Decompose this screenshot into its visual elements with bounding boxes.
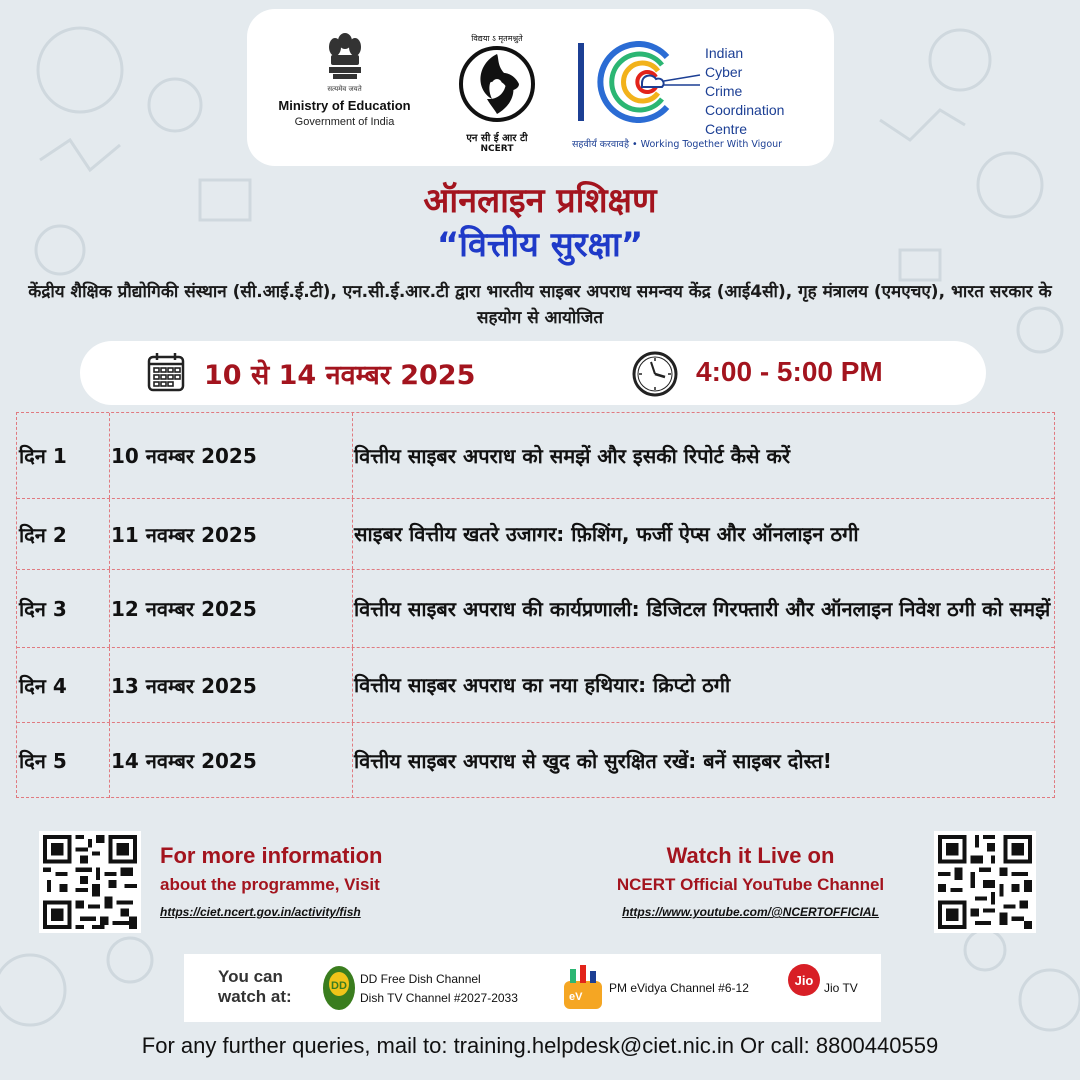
table-row [17,499,1054,570]
calendar-icon [146,351,186,393]
day-label: दिन 2 [19,522,67,547]
contact-footer: For any further queries, mail to: training.helpdesk@ciet.nic.in Or call: 8800440559 [141,1033,939,1058]
ncert-emblem-icon [457,44,537,124]
event-time: 4:00 - 5:00 PM [696,356,883,387]
youtube-link[interactable]: https://www.youtube.com/@NCERTOFFICIAL [622,905,879,919]
dd-free-dish-icon [321,964,357,1012]
channels-lead: You can watch at: [218,967,292,1006]
event-dates: 10 से 14 नवम्बर 2025 [204,360,476,391]
more-info-subheading: about the programme, Visit [160,875,380,894]
jio-tv-text: Jio TV [824,981,858,995]
svg-text:eV: eV [569,991,583,1003]
event-date-time-bar [80,341,986,405]
table-row [17,413,1054,499]
page-title: ऑनलाइन प्रशिक्षण [423,181,657,221]
watch-live-subheading: NCERT Official YouTube Channel [616,875,885,894]
youtube-qr-code-icon[interactable] [934,831,1036,933]
day-topic: वित्तीय साइबर अपराध की कार्यप्रणाली: डिजिटल गिरफ्तारी और ऑनलाइन निवेश ठगी को समझें [352,570,1052,647]
table-row [17,648,1054,723]
pm-evidya-icon [560,963,606,1013]
emblem-motto: सत्यमेव जयते [327,85,362,93]
dd-channel-text: DD Free Dish Channel Dish TV Channel #2027-2033 [360,972,518,1005]
ncert-english-name: NCERT [480,144,514,154]
day-topic: वित्तीय साइबर अपराध से खुद को सुरक्षित रखें: बनें साइबर दोस्त! [352,723,1052,798]
day-date: 14 नवम्बर 2025 [109,723,352,798]
jio-logo-text: Jio [794,973,814,988]
more-info-link[interactable]: https://ciet.ncert.gov.in/activity/fish [160,905,361,919]
ministry-of-education-logo [257,27,432,128]
day-date: 13 नवम्बर 2025 [109,648,352,722]
schedule-table [16,412,1055,798]
day-label: दिन 1 [19,444,67,468]
i4c-tagline: सहवीर्यं करवावहै • Working Together With Vigour [572,139,783,150]
i4c-emblem-icon [572,35,702,135]
day-date: 12 नवम्बर 2025 [109,570,352,647]
i4c-logo [572,35,822,155]
organizer-description: केंद्रीय शैक्षिक प्रौद्योगिकी संस्थान (सी.आई.ई.टी), एन.सी.ई.आर.टी द्वारा भारतीय साइबर अपराध समन्वय केंद्र (आई4सी), गृह मंत्रालय (एमएचए), भारत सरकार के सहयोग से आयोजित [28,282,1052,328]
tv-channels-bar [184,954,881,1022]
day-label: दिन 3 [19,597,67,621]
ncert-hindi-name: एन सी ई आर टी [466,133,528,144]
table-row [17,723,1054,798]
pm-evidya-text: PM eVidya Channel #6-12 [609,981,749,995]
ministry-subtitle: Government of India [294,116,395,128]
day-date: 10 नवम्बर 2025 [109,413,352,498]
more-info-block [160,843,460,919]
ncert-motto: विद्यया ऽ मृतमश्नुते [471,34,523,43]
day-topic: वित्तीय साइबर अपराध का नया हथियार: क्रिप्टो ठगी [352,648,1052,722]
ncert-logo [447,33,547,154]
logo-header-card [247,9,834,166]
svg-text:DD: DD [331,980,347,992]
ministry-title: Ministry of Education [278,98,411,113]
page-subtitle: “वित्तीय सुरक्षा” [436,225,644,265]
national-emblem-icon [325,27,365,87]
info-qr-code-icon[interactable] [39,831,141,933]
clock-icon [631,350,679,398]
day-label: दिन 4 [19,673,67,698]
more-info-heading: For more information [160,843,383,868]
day-topic: वित्तीय साइबर अपराध को समझें और इसकी रिपोर्ट कैसे करें [352,413,1052,498]
jio-tv-icon [787,963,821,997]
i4c-name: Indian Cyber Crime Coordination Centre [705,45,785,137]
day-topic: साइबर वित्तीय खतरे उजागर: फ़िशिंग, फर्जी ऐप्स और ऑनलाइन ठगी [352,499,1052,569]
table-row [17,570,1054,648]
watch-live-block [578,843,923,919]
watch-live-heading: Watch it Live on [666,843,835,868]
day-date: 11 नवम्बर 2025 [109,499,352,569]
day-label: दिन 5 [19,749,67,773]
